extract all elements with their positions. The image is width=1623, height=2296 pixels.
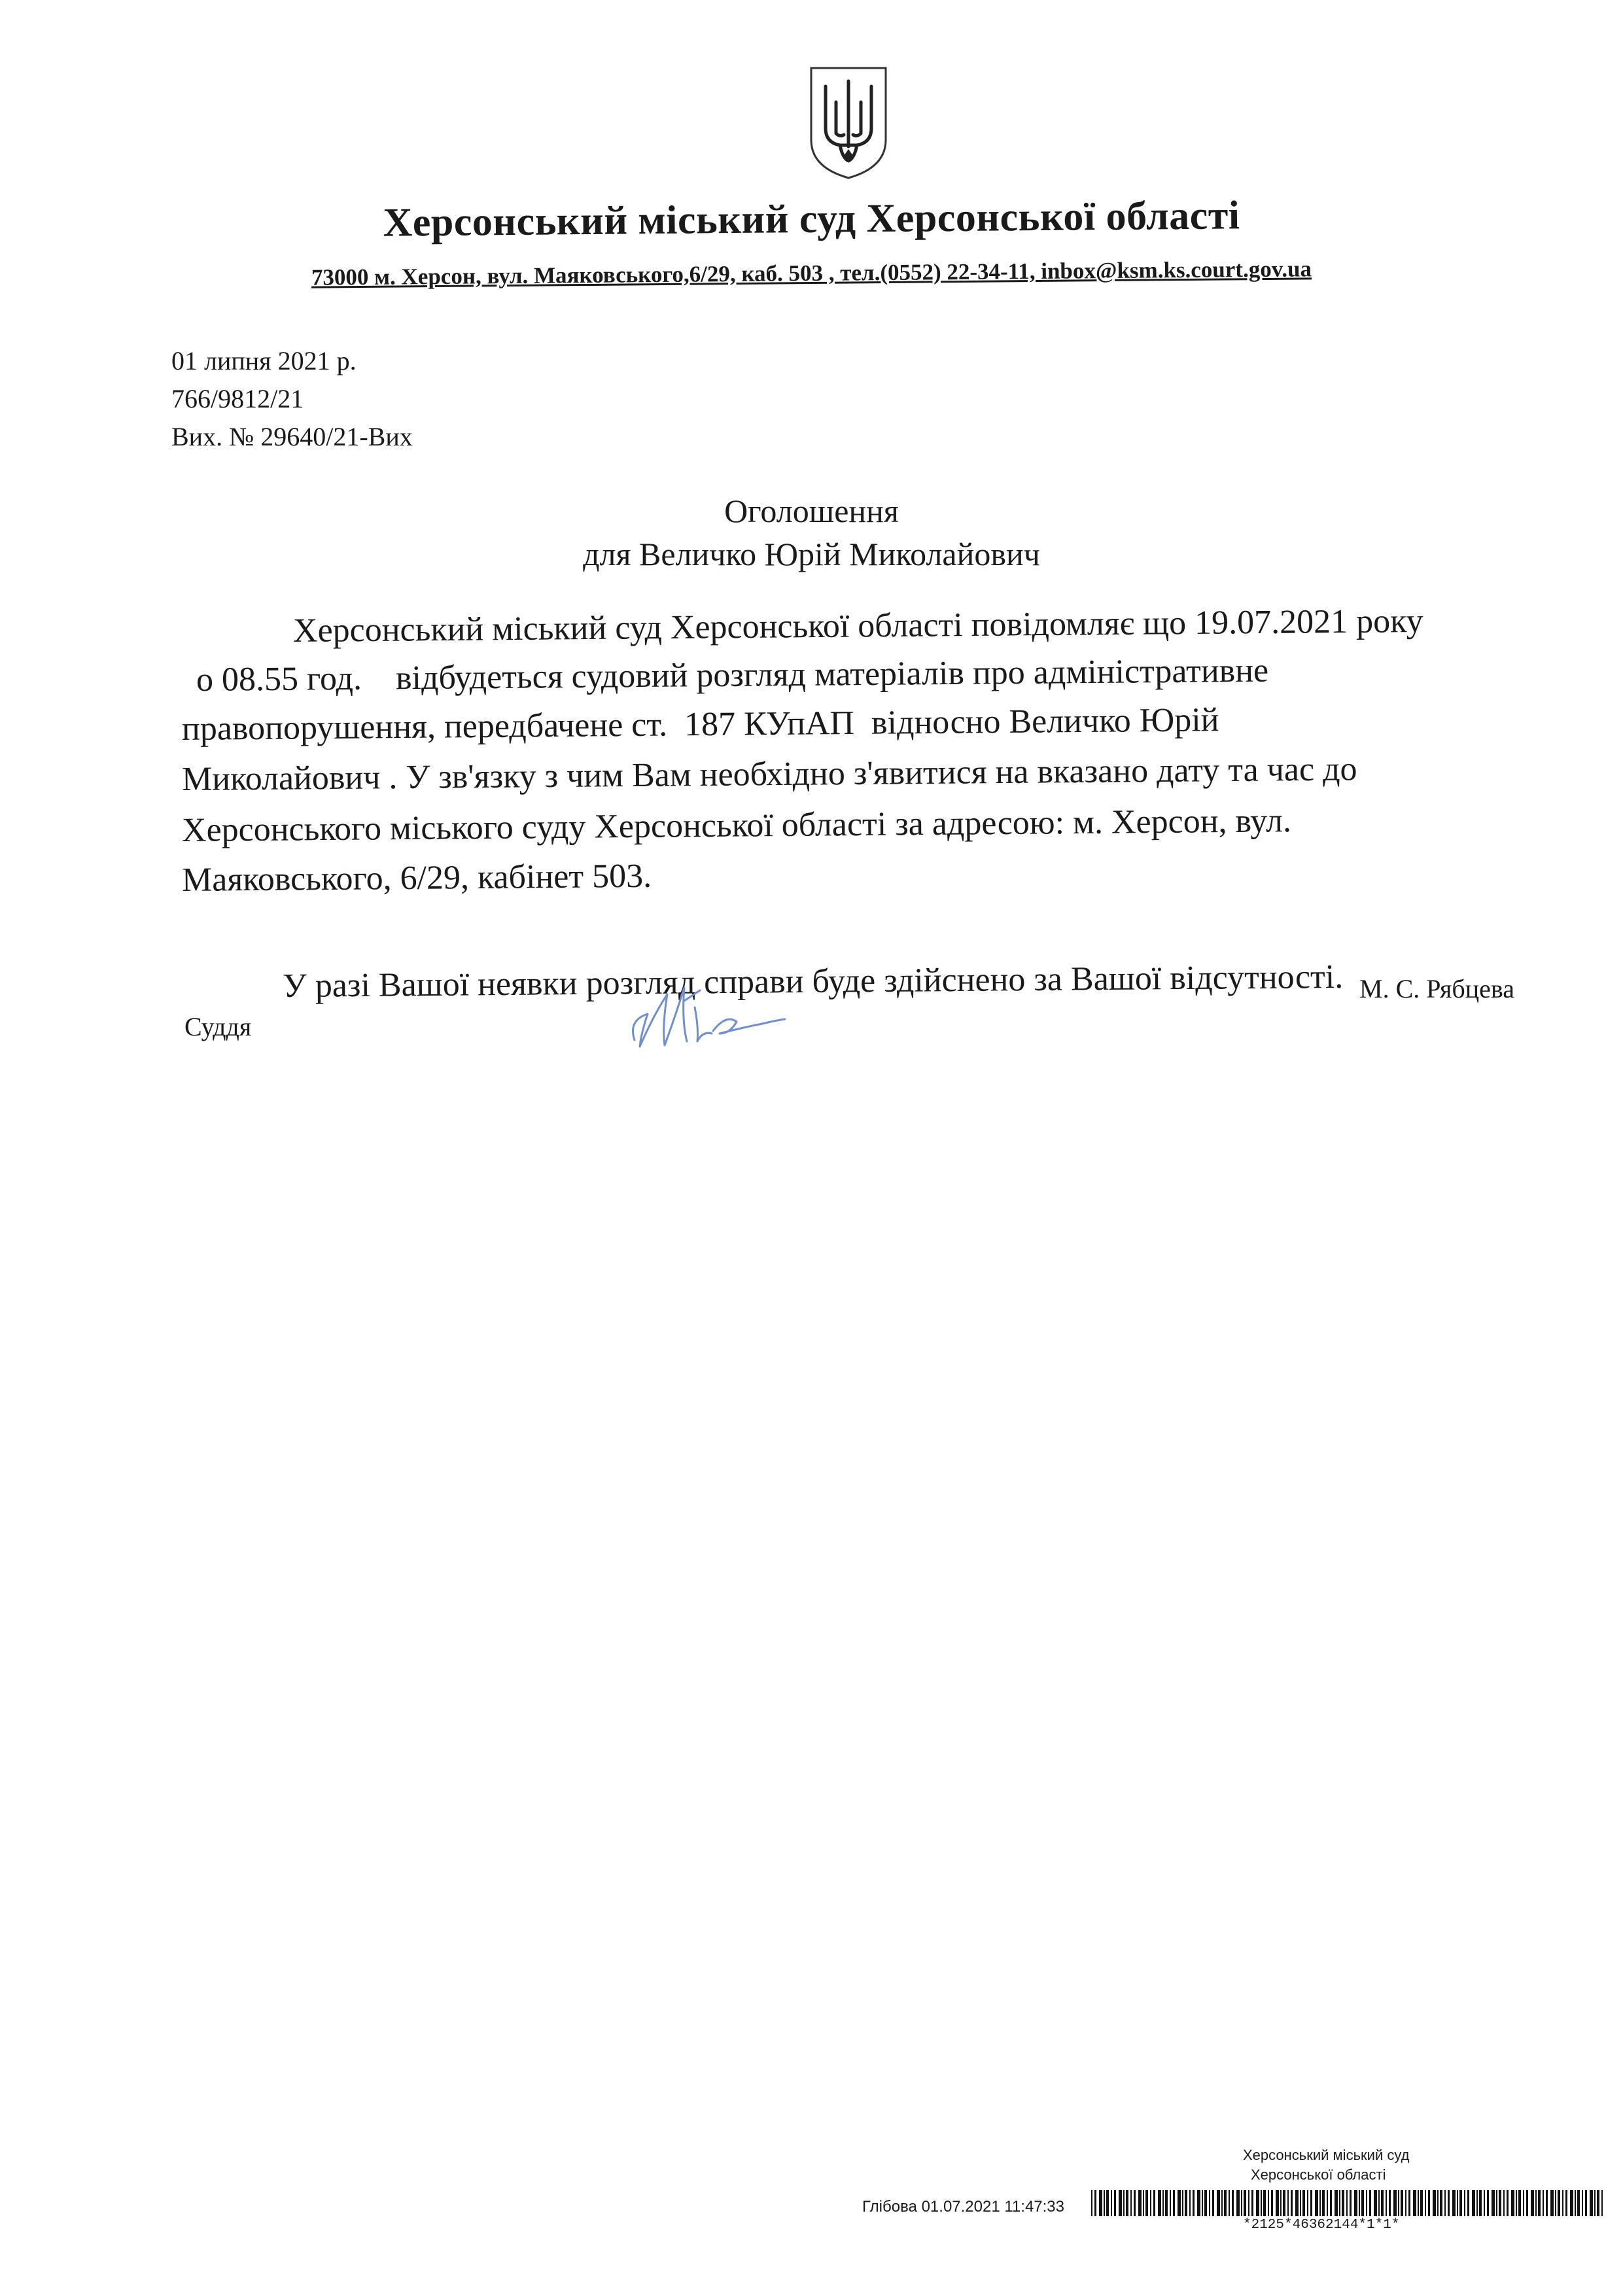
barcode-bar [1204,2190,1207,2216]
barcode-bar [1145,2190,1148,2216]
barcode-bar [1476,2190,1478,2216]
barcode-bar [1232,2190,1234,2216]
barcode-bar [1354,2190,1357,2216]
barcode-bar [1244,2190,1246,2216]
barcode-bar [1134,2190,1136,2216]
barcode-bar [1315,2190,1318,2216]
barcode-bar [1369,2190,1371,2216]
barcode-bar [1555,2190,1556,2216]
barcode-bar [1492,2190,1495,2216]
barcode-bar [1104,2190,1105,2216]
barcode-bar [1197,2190,1200,2216]
barcode-bar [1531,2190,1534,2216]
barcode-bar [1212,2190,1214,2216]
barcode-bar [1283,2190,1285,2216]
barcode-bar [1099,2190,1102,2216]
barcode-bar [1582,2190,1583,2216]
barcode-bar [1271,2190,1273,2216]
barcode-bar [1287,2190,1289,2216]
barcode-bar [1162,2190,1164,2216]
barcode-bar [1217,2190,1220,2216]
barcode-bar [1452,2190,1456,2216]
barcode-bar [1550,2190,1554,2216]
barcode-bar [1193,2190,1195,2216]
barcode-bar [1130,2190,1132,2216]
barcode-bar [1268,2190,1269,2216]
barcode-icon [1091,2190,1608,2216]
barcode-bar [1448,2190,1450,2216]
barcode-bar [1261,2190,1262,2216]
barcode-bar [1479,2190,1482,2216]
barcode-bar [1459,2190,1462,2216]
barcode-bar [1126,2190,1128,2216]
barcode-bar [1405,2190,1406,2216]
barcode-bar [1401,2190,1403,2216]
barcode-bar [1359,2190,1360,2216]
barcode-bar [1263,2190,1266,2216]
barcode-bar [1408,2190,1410,2216]
barcode-bar [1398,2190,1399,2216]
barcode-bar [1437,2190,1439,2216]
barcode-bar [1381,2190,1384,2216]
barcode-bar [1428,2190,1430,2216]
barcode-bar [1224,2190,1227,2216]
barcode-bar [1173,2190,1175,2216]
judge-name: М. С. Рябцева [1359,974,1514,1003]
barcode-bar [1464,2190,1465,2216]
barcode-bar [1543,2190,1544,2216]
barcode-bar [1393,2190,1397,2216]
barcode-bar [1189,2190,1191,2216]
barcode-bar [1158,2190,1161,2216]
barcode-bar [1366,2190,1367,2216]
barcode-bar [1361,2190,1364,2216]
barcode-bar [1518,2190,1521,2216]
barcode-bar [1546,2190,1548,2216]
barcode-bar [1418,2190,1419,2216]
stamp-court-name: Херсонський міський суд [1243,2147,1410,2163]
barcode-bar [1170,2190,1171,2216]
barcode-bar [1106,2190,1109,2216]
body-line: Херсонського міського суду Херсонської області за адресою: м. Херсон, вул. [181,802,1292,849]
barcode-bar [1440,2190,1442,2216]
barcode-bar [1420,2190,1423,2216]
barcode-bar [1295,2190,1299,2216]
barcode-bar [1302,2190,1305,2216]
barcode-bar [1111,2190,1112,2216]
barcode-bar [1516,2190,1517,2216]
barcode-bar [1330,2190,1332,2216]
barcode-bar [1182,2190,1183,2216]
barcode-bar [1256,2190,1259,2216]
barcode-bar [1119,2190,1122,2216]
barcode-bar [1335,2190,1338,2216]
barcode-bar [1185,2190,1187,2216]
barcode-bar [1585,2190,1587,2216]
barcode-bar [1319,2190,1321,2216]
barcode-bar [1487,2190,1489,2216]
barcode-bar [1597,2190,1599,2216]
barcode-bar [1236,2190,1240,2216]
body-line: Херсонський міський суд Херсонської області повідомляє що 19.07.2021 року [292,602,1423,650]
barcode-bar [1339,2190,1340,2216]
barcode-bar [1570,2190,1573,2216]
barcode-bar [1310,2190,1312,2216]
barcode-bar [1511,2190,1514,2216]
barcode-bar [1558,2190,1560,2216]
barcode-bar [1523,2190,1524,2216]
document-date: 01 липня 2021 р. [171,346,357,375]
barcode-bar [1378,2190,1380,2216]
barcode-bar [1342,2190,1344,2216]
barcode-bar [1251,2190,1253,2216]
barcode-bar [1425,2190,1426,2216]
barcode-bar [1444,2190,1446,2216]
notice-title: Оголошення [724,493,899,529]
body-line: У разі Вашої неявки розгляд справи буде здійснено за Вашої відсутності. [282,958,1344,1005]
barcode-bar [1248,2190,1249,2216]
barcode-bar [1091,2190,1092,2216]
barcode-number: *2125*46362144*1*1* [1243,2218,1400,2233]
barcode-bar [1229,2190,1230,2216]
barcode-bar [1526,2190,1528,2216]
outgoing-number: Вих. № 29640/21-Вих [171,422,413,451]
barcode-bar [1123,2190,1125,2216]
barcode-bar [1350,2190,1352,2216]
barcode-bar [1386,2190,1387,2216]
barcode-bar [1276,2190,1279,2216]
judge-label: Суддя [184,1012,252,1041]
barcode-bar [1594,2190,1596,2216]
case-number: 766/9812/21 [171,384,304,413]
barcode-bar [1575,2190,1576,2216]
barcode-bar [1472,2190,1475,2216]
body-line: Маяковського, 6/29, кабінет 503. [181,857,652,899]
barcode-bar [1496,2190,1497,2216]
body-line: о 08.55 год. відбудеться судовий розгляд матеріалів про адміністративне [196,652,1269,699]
barcode-bar [1202,2190,1203,2216]
barcode-bar [1143,2190,1144,2216]
barcode-bar [1138,2190,1142,2216]
barcode-bar [1291,2190,1293,2216]
barcode-bar [1484,2190,1485,2216]
barcode-bar [1503,2190,1505,2216]
barcode-bar [1535,2190,1537,2216]
barcode-bar [1499,2190,1501,2216]
barcode-bar [1150,2190,1151,2216]
barcode-bar [1467,2190,1469,2216]
barcode-bar [1457,2190,1458,2216]
barcode-bar [1153,2190,1155,2216]
barcode-bar [1507,2190,1509,2216]
registrar-timestamp: Глібова 01.07.2021 11:47:33 [862,2198,1064,2216]
barcode-bar [1300,2190,1301,2216]
barcode-bar [1562,2190,1563,2216]
barcode-bar [1565,2190,1567,2216]
notice-recipient: для Величко Юрій Миколайович [583,536,1040,572]
barcode-bar [1178,2190,1181,2216]
barcode-bar [1577,2190,1580,2216]
barcode-bar [1094,2190,1096,2216]
court-address: 73000 м. Херсон, вул. Маяковського,6/29, каб. 503 , тел.(0552) 22-34-11, inbox@ksm.ks.court.gov.ua [311,256,1312,290]
barcode-bar [1538,2190,1541,2216]
body-line: правопорушення, передбачене ст. 187 КУпАП відносно Величко Юрій [181,701,1219,748]
barcode-bar [1307,2190,1308,2216]
court-name: Херсонський міський суд Херсонської області [383,193,1240,245]
coat-of-arms-icon [806,63,891,181]
body-line: Миколайович . У зв'язку з чим Вам необхідно з'явитися на вказано дату та час до [181,750,1357,798]
barcode-bar [1280,2190,1282,2216]
barcode-bar [1601,2190,1603,2216]
stamp-court-region: Херсонської області [1251,2166,1386,2183]
barcode-bar [1209,2190,1210,2216]
barcode-bar [1389,2190,1391,2216]
barcode-bar [1114,2190,1116,2216]
barcode-bar [1374,2190,1377,2216]
handwritten-signature [621,968,792,1066]
barcode-bar [1590,2190,1593,2216]
barcode-bar [1165,2190,1168,2216]
barcode-bar [1327,2190,1328,2216]
barcode-bar [1221,2190,1223,2216]
barcode-bar [1346,2190,1348,2216]
barcode-bar [1322,2190,1325,2216]
barcode-bar [1433,2190,1436,2216]
barcode-bar [1413,2190,1416,2216]
barcode-bar [1241,2190,1242,2216]
